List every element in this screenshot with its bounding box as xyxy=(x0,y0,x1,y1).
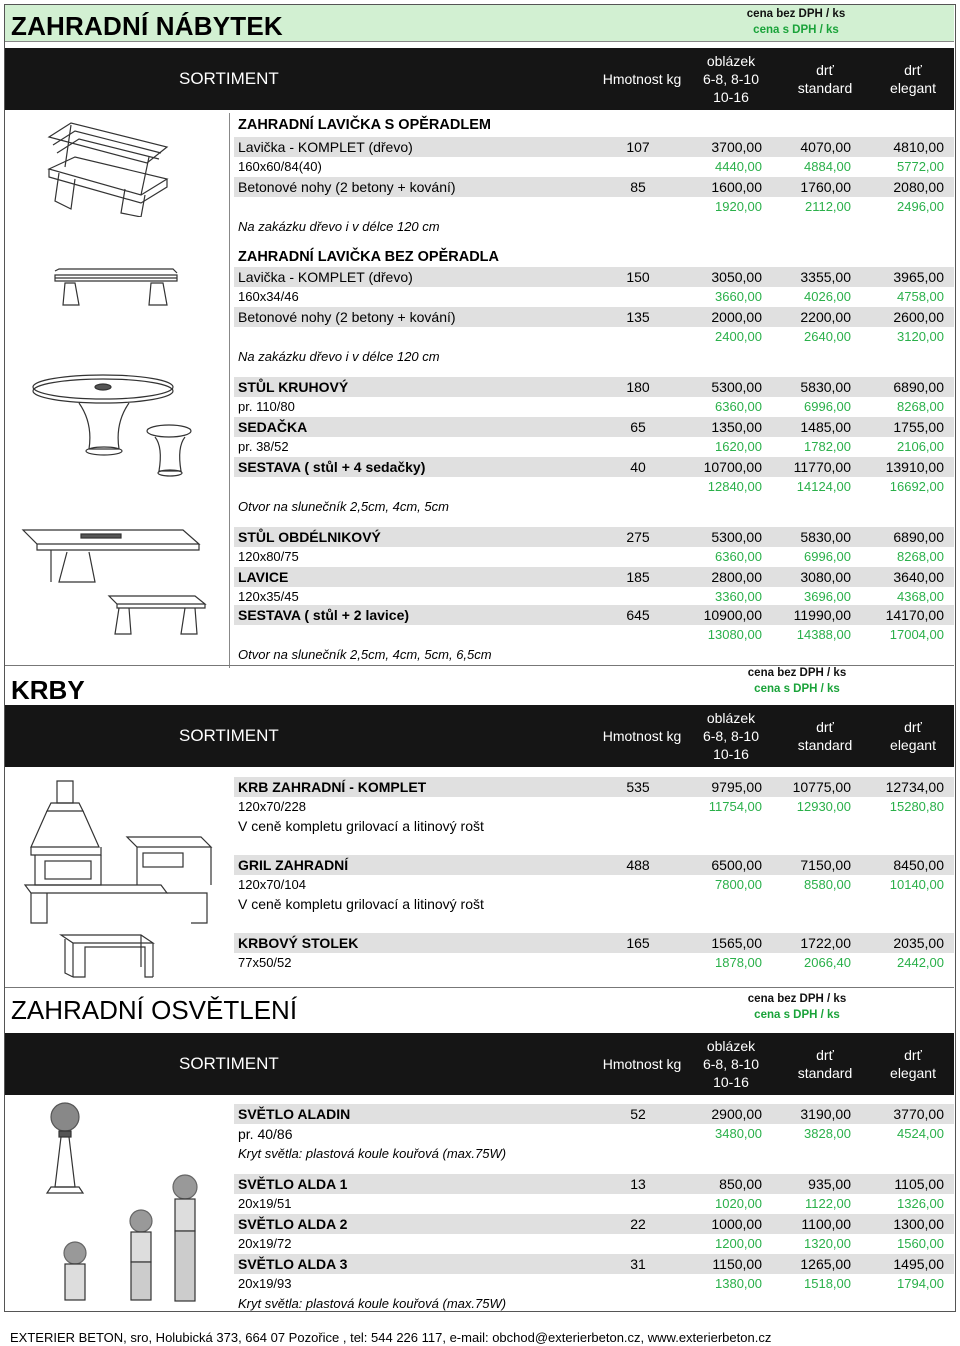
table-row xyxy=(234,437,954,457)
row-elegant: 4758,00 xyxy=(897,289,944,304)
row-name: SVĚTLO ALDA 1 xyxy=(238,1176,348,1192)
row-name: 160x60/84(40) xyxy=(238,159,322,174)
header-drt-standard xyxy=(785,718,865,754)
table-row xyxy=(234,137,954,157)
row-weight: 22 xyxy=(630,1216,646,1232)
row-oblazek: 1350,00 xyxy=(711,419,762,435)
header-drt-2: drť xyxy=(904,1047,922,1063)
row-note: Otvor na slunečník 2,5cm, 4cm, 5cm xyxy=(238,499,449,514)
row-name: 120x80/75 xyxy=(238,549,299,564)
price-with-vat-label: cena s DPH / ks xyxy=(753,24,839,36)
row-standard: 5830,00 xyxy=(800,379,851,395)
table-row xyxy=(234,177,954,197)
row-elegant: 1300,00 xyxy=(893,1216,944,1232)
row-standard: 1320,00 xyxy=(804,1236,851,1251)
row-standard: 3355,00 xyxy=(800,269,851,285)
table-header xyxy=(5,48,954,110)
row-oblazek: 3480,00 xyxy=(715,1126,762,1141)
row-oblazek: 3050,00 xyxy=(711,269,762,285)
row-oblazek: 1020,00 xyxy=(715,1196,762,1211)
row-name: 77x50/52 xyxy=(238,955,292,970)
row-weight: 65 xyxy=(630,419,646,435)
table-row xyxy=(234,567,954,587)
price-with-vat-label: cena s DPH / ks xyxy=(754,683,840,695)
row-note: V ceně kompletu grilovací a litinový rošt xyxy=(238,896,484,912)
garden-fireplace-image xyxy=(21,775,221,925)
row-oblazek: 850,00 xyxy=(719,1176,762,1192)
header-drt-elegant xyxy=(873,1046,953,1082)
row-elegant: 1755,00 xyxy=(893,419,944,435)
row-oblazek: 6500,00 xyxy=(711,857,762,873)
table-row xyxy=(234,875,954,895)
header-oblazek-3: 10-16 xyxy=(713,89,749,105)
section-title-bar xyxy=(5,5,954,42)
row-oblazek: 3360,00 xyxy=(715,589,762,604)
header-sortiment: SORTIMENT xyxy=(179,726,279,745)
row-name: 20x19/93 xyxy=(238,1276,292,1291)
row-standard: 3190,00 xyxy=(800,1106,851,1122)
row-elegant: 2496,00 xyxy=(897,199,944,214)
row-elegant: 2035,00 xyxy=(893,935,944,951)
row-elegant: 17004,00 xyxy=(889,627,944,642)
price-without-vat-label: cena bez DPH / ks xyxy=(747,667,847,679)
header-oblazek xyxy=(691,52,771,106)
header-drt-elegant xyxy=(873,61,953,97)
table-row xyxy=(234,625,954,645)
row-weight: 150 xyxy=(626,269,650,285)
row-elegant: 2106,00 xyxy=(897,439,944,454)
row-weight: 488 xyxy=(626,857,650,873)
row-note: Kryt světla: plastová koule kouřová (max.75W) xyxy=(238,1296,507,1311)
row-elegant: 16692,00 xyxy=(889,479,944,494)
table-row xyxy=(234,347,954,367)
section-title: KRBY xyxy=(11,675,85,705)
row-weight: 535 xyxy=(626,779,650,795)
row-weight: 13 xyxy=(630,1176,646,1192)
row-oblazek: 1150,00 xyxy=(712,1256,762,1272)
row-oblazek: 7800,00 xyxy=(715,877,762,892)
table-row xyxy=(234,587,954,607)
row-elegant: 13910,00 xyxy=(885,459,944,475)
row-standard: 2066,40 xyxy=(804,955,851,970)
bench-with-backrest-image xyxy=(41,117,171,217)
row-elegant: 4368,00 xyxy=(897,589,944,604)
row-elegant: 3120,00 xyxy=(897,329,944,344)
row-elegant: 10140,00 xyxy=(889,877,944,892)
row-standard: 1265,00 xyxy=(800,1256,851,1272)
row-name: 20x19/72 xyxy=(238,1236,292,1251)
table-row xyxy=(234,477,954,497)
row-name: SVĚTLO ALDA 3 xyxy=(238,1256,348,1272)
table-row xyxy=(234,417,954,437)
row-standard: 2200,00 xyxy=(800,309,851,325)
row-weight: 645 xyxy=(626,607,650,623)
row-oblazek: 2800,00 xyxy=(711,569,762,585)
row-standard: 6996,00 xyxy=(804,399,851,414)
row-oblazek: 1920,00 xyxy=(715,199,762,214)
header-elegant: elegant xyxy=(890,1065,936,1081)
row-standard: 3696,00 xyxy=(804,589,851,604)
row-name: Lavička - KOMPLET (dřevo) xyxy=(238,139,413,155)
table-row xyxy=(234,157,954,177)
row-standard: 935,00 xyxy=(808,1176,851,1192)
row-elegant: 8268,00 xyxy=(897,549,944,564)
row-name: KRBOVÝ STOLEK xyxy=(238,935,359,951)
row-elegant: 1560,00 xyxy=(897,1236,944,1251)
header-elegant: elegant xyxy=(890,80,936,96)
row-oblazek: 1380,00 xyxy=(715,1276,762,1291)
row-oblazek: 10900,00 xyxy=(703,607,762,623)
row-oblazek: 1620,00 xyxy=(715,439,762,454)
row-name: LAVICE xyxy=(238,569,289,585)
row-oblazek: 6360,00 xyxy=(715,399,762,414)
table-row xyxy=(234,197,954,217)
header-oblazek-2: 6-8, 8-10 xyxy=(702,71,760,87)
row-standard: 6996,00 xyxy=(804,549,851,564)
price-list-sheet xyxy=(4,4,956,1312)
table-header xyxy=(5,1033,954,1095)
header-oblazek-1: oblázek xyxy=(706,710,756,726)
row-elegant: 5772,00 xyxy=(897,159,944,174)
row-elegant: 3965,00 xyxy=(893,269,944,285)
row-standard: 1485,00 xyxy=(800,419,851,435)
header-oblazek xyxy=(691,1037,771,1091)
header-oblazek-2: 6-8, 8-10 xyxy=(702,1056,760,1072)
table-row xyxy=(234,1174,954,1194)
row-standard: 1518,00 xyxy=(804,1276,851,1291)
rectangular-table-image xyxy=(19,520,219,650)
row-name: SESTAVA ( stůl + 4 sedačky) xyxy=(238,459,426,475)
row-oblazek: 13080,00 xyxy=(707,627,762,642)
table-row xyxy=(234,777,954,797)
row-oblazek: 3660,00 xyxy=(715,289,762,304)
row-elegant: 6890,00 xyxy=(893,379,944,395)
row-name: pr. 40/86 xyxy=(238,1126,293,1142)
row-elegant: 2600,00 xyxy=(893,309,944,325)
row-elegant: 8450,00 xyxy=(893,857,944,873)
row-weight: 165 xyxy=(626,935,650,951)
row-name: ZAHRADNÍ LAVIČKA S OPĚRADLEM xyxy=(238,117,491,133)
table-row xyxy=(234,247,954,267)
row-standard: 14124,00 xyxy=(796,479,851,494)
row-standard: 12930,00 xyxy=(796,799,851,814)
row-standard: 10775,00 xyxy=(792,779,851,795)
table-row xyxy=(234,797,954,817)
row-elegant: 1105,00 xyxy=(894,1176,944,1192)
table-row xyxy=(234,1104,954,1124)
table-row xyxy=(234,527,954,547)
row-standard: 11990,00 xyxy=(793,607,851,623)
price-without-vat-label: cena bez DPH / ks xyxy=(747,993,847,1005)
row-elegant: 4524,00 xyxy=(897,1126,944,1141)
header-hmotnost: Hmotnost kg xyxy=(602,1056,682,1072)
row-oblazek: 5300,00 xyxy=(711,529,762,545)
table-row xyxy=(234,547,954,567)
header-drt-2: drť xyxy=(904,62,922,78)
table-row xyxy=(234,894,954,914)
row-name: pr. 110/80 xyxy=(238,399,295,414)
row-name: 120x70/104 xyxy=(238,877,306,892)
table-row xyxy=(234,307,954,327)
header-oblazek-2: 6-8, 8-10 xyxy=(702,728,760,744)
row-oblazek: 10700,00 xyxy=(703,459,762,475)
header-drt-2: drť xyxy=(904,719,922,735)
table-row xyxy=(234,1274,954,1294)
table-row xyxy=(234,267,954,287)
price-with-vat-label: cena s DPH / ks xyxy=(754,1009,840,1021)
row-oblazek: 6360,00 xyxy=(715,549,762,564)
row-name: GRIL ZAHRADNÍ xyxy=(238,857,349,873)
row-oblazek: 4440,00 xyxy=(715,159,762,174)
row-oblazek: 2400,00 xyxy=(715,329,762,344)
header-drt-1: drť xyxy=(816,1047,834,1063)
table-row xyxy=(234,1124,954,1144)
row-oblazek: 1000,00 xyxy=(711,1216,762,1232)
row-elegant: 3640,00 xyxy=(893,569,944,585)
header-hmotnost: Hmotnost kg xyxy=(602,71,682,87)
table-row xyxy=(234,816,954,836)
price-without-vat-label: cena bez DPH / ks xyxy=(746,8,846,20)
section-title: ZAHRADNÍ NÁBYTEK xyxy=(11,11,283,41)
table-row xyxy=(234,933,954,953)
header-drt-standard xyxy=(785,61,865,97)
row-standard: 5830,00 xyxy=(800,529,851,545)
table-row xyxy=(234,605,954,625)
row-name: 160x34/46 xyxy=(238,289,299,304)
row-elegant: 12734,00 xyxy=(885,779,944,795)
row-weight: 135 xyxy=(626,309,650,325)
row-name: SEDAČKA xyxy=(238,419,308,435)
row-oblazek: 11754,00 xyxy=(708,799,762,814)
divider xyxy=(5,665,954,666)
row-standard: 4070,00 xyxy=(800,139,851,155)
table-row xyxy=(234,1214,954,1234)
row-standard: 8580,00 xyxy=(804,877,851,892)
row-name: Lavička - KOMPLET (dřevo) xyxy=(238,269,413,285)
row-oblazek: 12840,00 xyxy=(707,479,762,494)
row-name: SVĚTLO ALADIN xyxy=(238,1106,351,1122)
header-hmotnost: Hmotnost kg xyxy=(602,728,682,744)
header-standard: standard xyxy=(797,80,853,96)
row-weight: 275 xyxy=(626,529,650,545)
row-name: STŮL OBDÉLNIKOVÝ xyxy=(238,529,381,545)
row-weight: 107 xyxy=(626,139,650,155)
table-row xyxy=(234,115,954,135)
row-name: SVĚTLO ALDA 2 xyxy=(238,1216,348,1232)
garden-lights-image xyxy=(45,1097,225,1305)
row-standard: 14388,00 xyxy=(796,627,851,642)
header-drt-standard xyxy=(785,1046,865,1082)
header-standard: standard xyxy=(797,1065,853,1081)
row-name: STŮL KRUHOVÝ xyxy=(238,379,349,395)
row-name: SESTAVA ( stůl + 2 lavice) xyxy=(238,607,410,623)
row-name: ZAHRADNÍ LAVIČKA BEZ OPĚRADLA xyxy=(238,249,499,265)
header-oblazek-1: oblázek xyxy=(706,53,756,69)
row-oblazek: 2000,00 xyxy=(711,309,762,325)
row-elegant: 4810,00 xyxy=(893,139,944,155)
round-table-image xyxy=(29,373,219,493)
row-name: Betonové nohy (2 betony + kování) xyxy=(238,179,456,195)
header-oblazek-1: oblázek xyxy=(706,1038,756,1054)
table-row xyxy=(234,497,954,517)
row-oblazek: 3700,00 xyxy=(711,139,762,155)
bench-without-backrest-image xyxy=(51,267,181,317)
row-elegant: 2442,00 xyxy=(897,955,944,970)
column-divider xyxy=(229,113,230,668)
row-standard: 1100,00 xyxy=(801,1216,851,1232)
row-standard: 2640,00 xyxy=(804,329,851,344)
header-drt-1: drť xyxy=(816,719,834,735)
row-note: Otvor na slunečník 2,5cm, 4cm, 5cm, 6,5cm xyxy=(238,647,492,662)
row-name: 120x70/228 xyxy=(238,799,306,814)
table-row xyxy=(234,1254,954,1274)
row-note: Na zakázku dřevo i v délce 120 cm xyxy=(238,349,440,364)
row-elegant: 1495,00 xyxy=(893,1256,944,1272)
row-weight: 52 xyxy=(630,1106,646,1122)
row-weight: 40 xyxy=(630,459,646,475)
row-elegant: 8268,00 xyxy=(897,399,944,414)
row-standard: 1122,00 xyxy=(804,1196,851,1211)
row-elegant: 6890,00 xyxy=(893,529,944,545)
row-elegant: 15280,80 xyxy=(889,799,944,814)
row-standard: 3828,00 xyxy=(804,1126,851,1141)
row-elegant: 2080,00 xyxy=(893,179,944,195)
table-row xyxy=(234,1194,954,1214)
fireplace-table-image xyxy=(57,931,157,981)
row-oblazek: 5300,00 xyxy=(711,379,762,395)
row-oblazek: 1565,00 xyxy=(711,935,762,951)
row-note: Kryt světla: plastová koule kouřová (max.75W) xyxy=(238,1146,507,1161)
row-standard: 3080,00 xyxy=(800,569,851,585)
table-row xyxy=(234,1144,954,1164)
row-elegant: 1794,00 xyxy=(897,1276,944,1291)
table-row xyxy=(234,377,954,397)
row-name: pr. 38/52 xyxy=(238,439,289,454)
header-sortiment: SORTIMENT xyxy=(179,69,279,88)
row-standard: 4884,00 xyxy=(804,159,851,174)
header-sortiment: SORTIMENT xyxy=(179,1054,279,1073)
table-row xyxy=(234,1234,954,1254)
row-name: 20x19/51 xyxy=(238,1196,292,1211)
table-row xyxy=(234,287,954,307)
header-drt-1: drť xyxy=(816,62,834,78)
section-title: ZAHRADNÍ OSVĚTLENÍ xyxy=(11,995,298,1025)
row-standard: 1760,00 xyxy=(800,179,851,195)
row-standard: 2112,00 xyxy=(804,199,851,214)
row-standard: 7150,00 xyxy=(800,857,851,873)
row-oblazek: 2900,00 xyxy=(711,1106,762,1122)
row-name: 120x35/45 xyxy=(238,589,299,604)
row-name: Betonové nohy (2 betony + kování) xyxy=(238,309,456,325)
divider xyxy=(5,987,954,988)
table-row xyxy=(234,397,954,417)
row-note: V ceně kompletu grilovací a litinový rošt xyxy=(238,818,484,834)
row-elegant: 3770,00 xyxy=(893,1106,944,1122)
table-row xyxy=(234,645,954,665)
row-oblazek: 1878,00 xyxy=(715,955,762,970)
row-oblazek: 1200,00 xyxy=(715,1236,762,1251)
header-elegant: elegant xyxy=(890,737,936,753)
table-header xyxy=(5,705,954,767)
header-drt-elegant xyxy=(873,718,953,754)
row-elegant: 14170,00 xyxy=(885,607,944,623)
row-oblazek: 1600,00 xyxy=(711,179,762,195)
header-oblazek-3: 10-16 xyxy=(713,746,749,762)
row-weight: 85 xyxy=(630,179,646,195)
row-name: KRB ZAHRADNÍ - KOMPLET xyxy=(238,779,427,795)
header-oblazek-3: 10-16 xyxy=(713,1074,749,1090)
table-row xyxy=(234,327,954,347)
footer-contact: EXTERIER BETON, sro, Holubická 373, 664 07 Pozořice , tel: 544 226 117, e-mail: obchod@exterierbeton.cz, www.exterierbeton.cz xyxy=(10,1330,772,1345)
table-row xyxy=(234,855,954,875)
table-row xyxy=(234,217,954,237)
row-weight: 31 xyxy=(630,1256,646,1272)
row-weight: 180 xyxy=(626,379,650,395)
table-row xyxy=(234,457,954,477)
row-weight: 185 xyxy=(626,569,650,585)
row-note: Na zakázku dřevo i v délce 120 cm xyxy=(238,219,440,234)
row-elegant: 1326,00 xyxy=(897,1196,944,1211)
header-standard: standard xyxy=(797,737,853,753)
table-row xyxy=(234,953,954,973)
row-standard: 1782,00 xyxy=(804,439,851,454)
header-oblazek xyxy=(691,709,771,763)
row-oblazek: 9795,00 xyxy=(711,779,762,795)
table-row xyxy=(234,1294,954,1312)
row-standard: 4026,00 xyxy=(804,289,851,304)
row-standard: 11770,00 xyxy=(793,459,851,475)
row-standard: 1722,00 xyxy=(800,935,851,951)
